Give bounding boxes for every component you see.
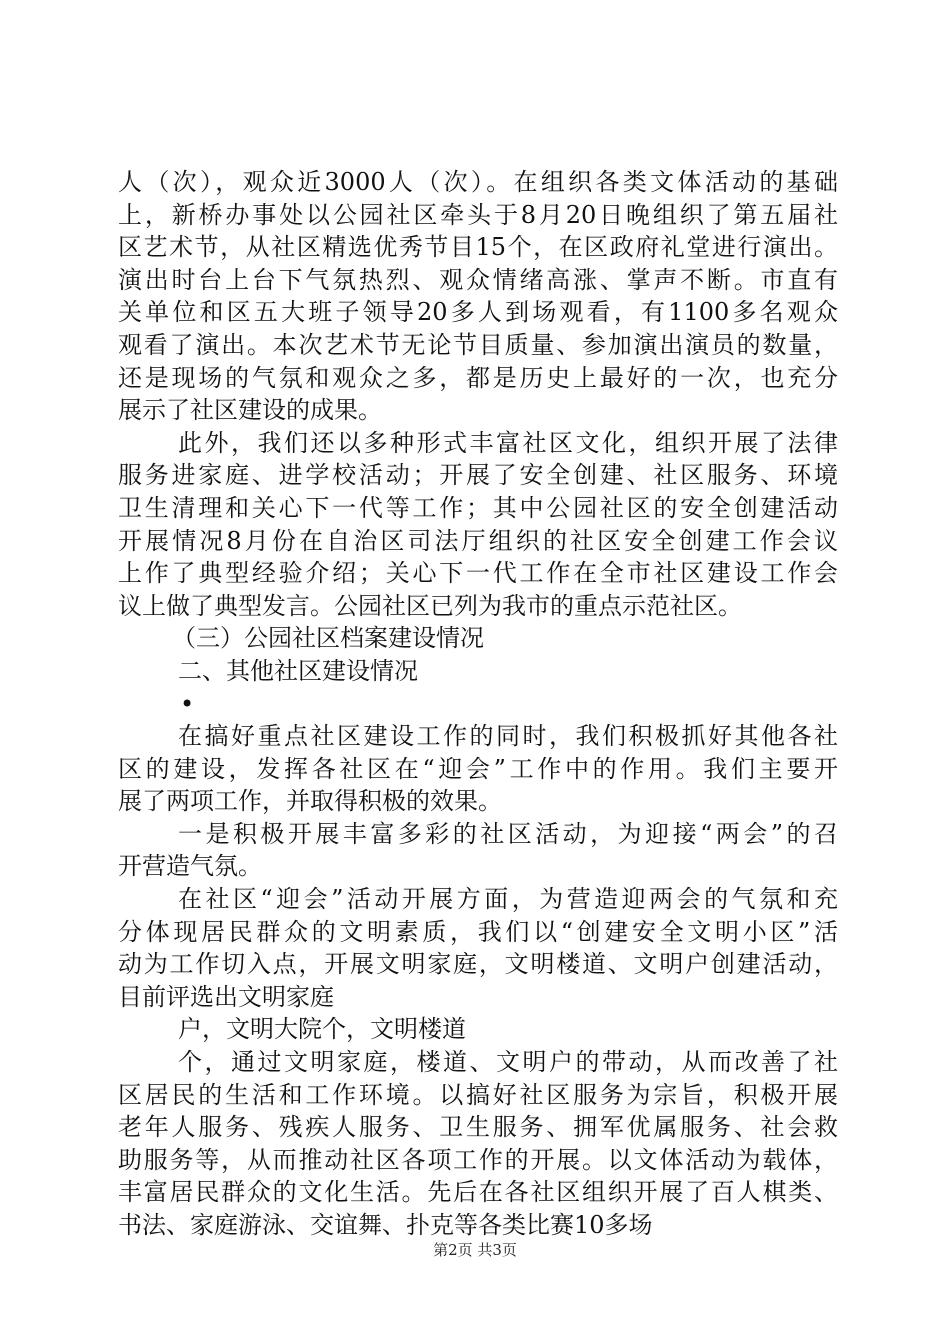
text-line: 还是现场的气氛和观众之多，都是历史上最好的一次，也充分 <box>118 363 838 392</box>
text-line: 书法、家庭游泳、交谊舞、扑克等各类比赛10多场 <box>118 1211 653 1239</box>
text-line: （三）公园社区档案建设情况 <box>172 624 484 653</box>
text-line: 人（次），观众近3000人（次）。在组织各类文体活动的基础 <box>118 168 838 196</box>
text-line: 一是积极开展丰富多彩的社区活动，为迎接“两会”的召 <box>178 819 838 848</box>
body-text <box>118 166 838 1242</box>
text-line: 区居民的生活和工作环境。以搞好社区服务为宗旨，积极开展 <box>118 1080 838 1109</box>
text-line: 户，文明大院个，文明楼道 <box>178 1015 466 1044</box>
text-line: 展了两项工作，并取得积极的效果。 <box>118 787 502 816</box>
text-line: 在社区“迎会”活动开展方面，为营造迎两会的气氛和充 <box>178 885 838 914</box>
text-line: 动为工作切入点，开展文明家庭，文明楼道、文明户创建活动， <box>118 950 838 979</box>
text-line: 老年人服务、残疾人服务、卫生服务、拥军优属服务、社会救 <box>118 1113 838 1142</box>
text-line: 演出时台上台下气氛热烈、观众情绪高涨、掌声不断。市直有 <box>118 265 838 294</box>
text-line: 上作了典型经验介绍；关心下一代工作在全市社区建设工作会 <box>118 559 838 588</box>
text-line: 卫生清理和关心下一代等工作；其中公园社区的安全创建活动 <box>118 493 838 522</box>
text-line: 关单位和区五大班子领导20多人到场观看，有1100多名观众 <box>118 298 838 327</box>
text-line: 助服务等，从而推动社区各项工作的开展。以文体活动为载体， <box>118 1145 838 1174</box>
text-line: 个，通过文明家庭，楼道、文明户的带动，从而改善了社 <box>178 1048 838 1077</box>
text-line: 区艺术节，从社区精选优秀节目15个，在区政府礼堂进行演出。 <box>118 233 838 262</box>
text-line: • <box>180 689 195 718</box>
text-line: 服务进家庭、进学校活动；开展了安全创建、社区服务、环境 <box>118 461 838 490</box>
text-line: 丰富居民群众的文化生活。先后在各社区组织开展了百人棋类、 <box>118 1178 838 1207</box>
text-line: 上，新桥办事处以公园社区牵头于8月20日晚组织了第五届社 <box>118 200 838 229</box>
text-line: 目前评选出文明家庭 <box>118 982 334 1011</box>
text-line: 此外，我们还以多种形式丰富社区文化，组织开展了法律 <box>178 428 838 457</box>
text-line: 区的建设，发挥各社区在“迎会”工作中的作用。我们主要开 <box>118 754 838 783</box>
text-line: 二、其他社区建设情况 <box>178 656 418 685</box>
text-line: 分体现居民群众的文明素质，我们以“创建安全文明小区”活 <box>118 917 838 946</box>
text-line: 展示了社区建设的成果。 <box>118 396 382 425</box>
text-line: 议上做了典型发言。公园社区已列为我市的重点示范社区。 <box>118 591 742 620</box>
text-line: 在搞好重点社区建设工作的同时，我们积极抓好其他各社 <box>178 722 838 751</box>
text-line: 开展情况8月份在自治区司法厅组织的社区安全创建工作会议 <box>118 526 838 555</box>
page-footer: 第2页 共3页 <box>433 1241 517 1259</box>
text-line: 观看了演出。本次艺术节无论节目质量、参加演出演员的数量， <box>118 330 838 359</box>
text-line: 开营造气氛。 <box>118 852 262 881</box>
